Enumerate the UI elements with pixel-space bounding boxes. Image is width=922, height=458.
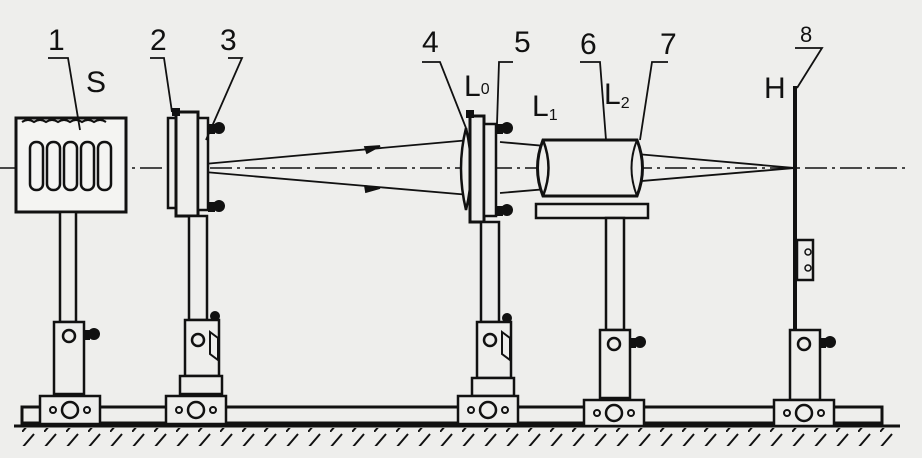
label-screen: H bbox=[764, 72, 786, 105]
label-l0: L0 bbox=[464, 70, 490, 103]
callout-4: 4 bbox=[422, 26, 439, 59]
label-source: S bbox=[86, 66, 107, 99]
label-l1: L1 bbox=[532, 90, 558, 124]
leader-lines bbox=[48, 48, 822, 140]
callout-3: 3 bbox=[220, 24, 237, 57]
label-l2: L2 bbox=[604, 78, 630, 112]
callout-numbers bbox=[48, 22, 812, 61]
ray-arrow-lower bbox=[365, 186, 380, 192]
callout-8: 8 bbox=[800, 22, 813, 47]
callout-6: 6 bbox=[580, 28, 597, 61]
lens-tube bbox=[536, 140, 648, 426]
lens-l0-assembly bbox=[458, 110, 518, 424]
callout-2: 2 bbox=[150, 24, 167, 57]
callout-7: 7 bbox=[660, 28, 677, 61]
callout-1: 1 bbox=[48, 24, 65, 57]
callout-5: 5 bbox=[514, 26, 531, 59]
object-holder bbox=[166, 108, 226, 424]
screen-h bbox=[774, 86, 836, 426]
ray-arrow-upper bbox=[365, 146, 380, 153]
light-source bbox=[16, 118, 126, 424]
